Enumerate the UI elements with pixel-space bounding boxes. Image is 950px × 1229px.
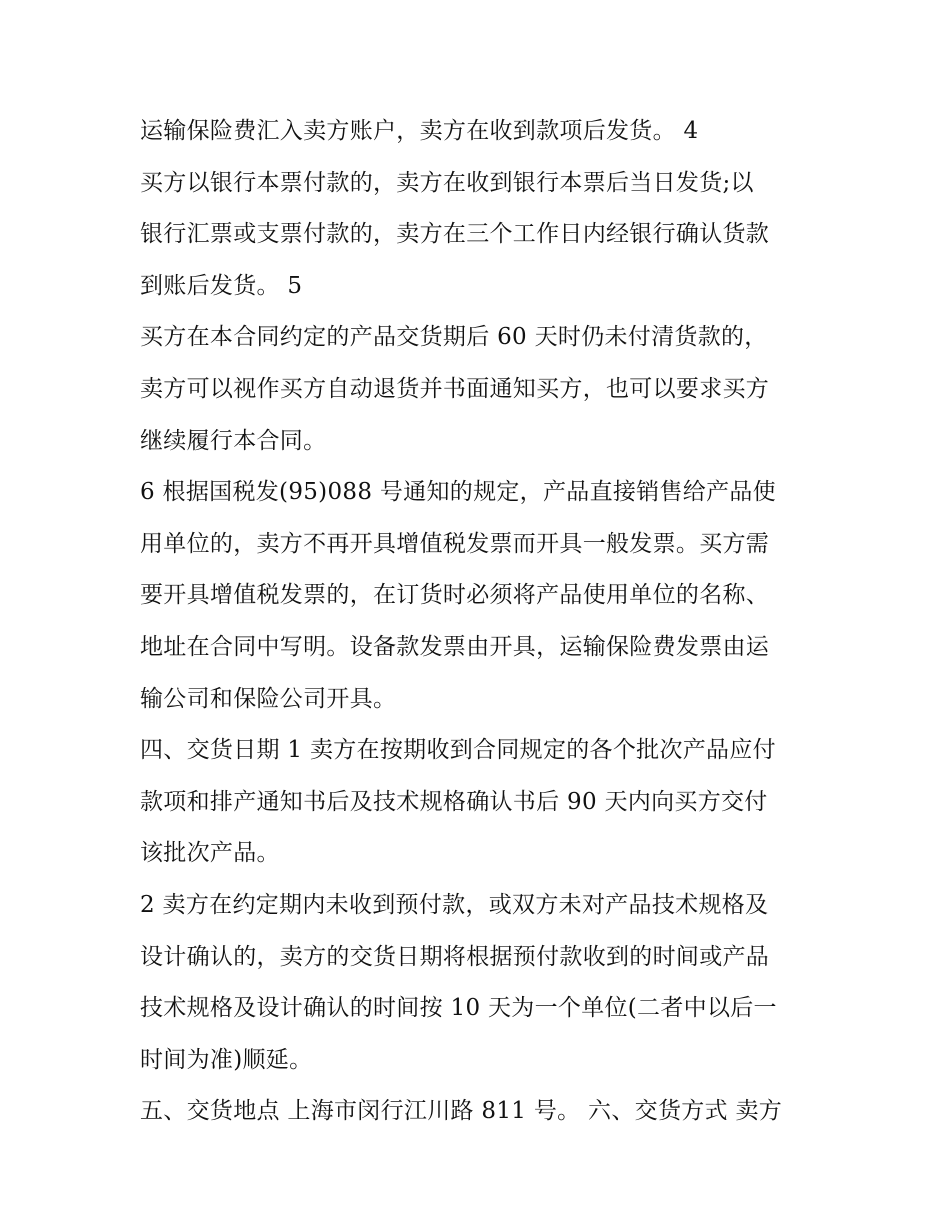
text-line: 用单位的，卖方不再开具增值税发票而开具一般发票。买方需: [140, 530, 770, 557]
text-line: 2 卖方在约定期内未收到预付款，或双方未对产品技术规格及: [140, 891, 769, 918]
text-line: 地址在合同中写明。设备款发票由开具，运输保险费发票由运: [140, 633, 770, 660]
text-line: 技术规格及设计确认的时间按 10 天为一个单位(二者中以后一: [140, 995, 777, 1022]
text-line: 6 根据国税发(95)088 号通知的规定，产品直接销售给产品使: [140, 479, 776, 506]
text-line: 设计确认的，卖方的交货日期将根据预付款收到的时间或产品: [140, 943, 770, 970]
text-line: 银行汇票或支票付款的，卖方在三个工作日内经银行确认货款: [140, 221, 770, 248]
text-line: 款项和排产通知书后及技术规格确认书后 90 天内向买方交付: [140, 788, 768, 815]
text-line: 时间为准)顺延。: [140, 1046, 313, 1073]
text-line: 该批次产品。: [140, 840, 280, 867]
text-line: 继续履行本合同。: [140, 427, 327, 454]
text-line: 四、交货日期 1 卖方在按期收到合同规定的各个批次产品应付: [140, 737, 776, 764]
text-line: 买方以银行本票付款的，卖方在收到银行本票后当日发货;以: [140, 169, 754, 196]
text-line: 卖方可以视作买方自动退货并书面通知买方，也可以要求买方: [140, 375, 770, 402]
text-line: 五、交货地点 上海市闵行江川路 811 号。 六、交货方式 卖方: [140, 1098, 783, 1125]
text-line: 买方在本合同约定的产品交货期后 60 天时仍未付清货款的，: [140, 324, 768, 351]
text-line: 输公司和保险公司开具。: [140, 685, 397, 712]
document-body: [140, 111, 830, 1143]
text-line: 要开具增值税发票的，在订货时必须将产品使用单位的名称、: [140, 582, 770, 609]
text-line: 运输保险费汇入卖方账户，卖方在收到款项后发货。 4: [140, 118, 699, 144]
text-line: 到账后发货。 5: [140, 272, 303, 299]
